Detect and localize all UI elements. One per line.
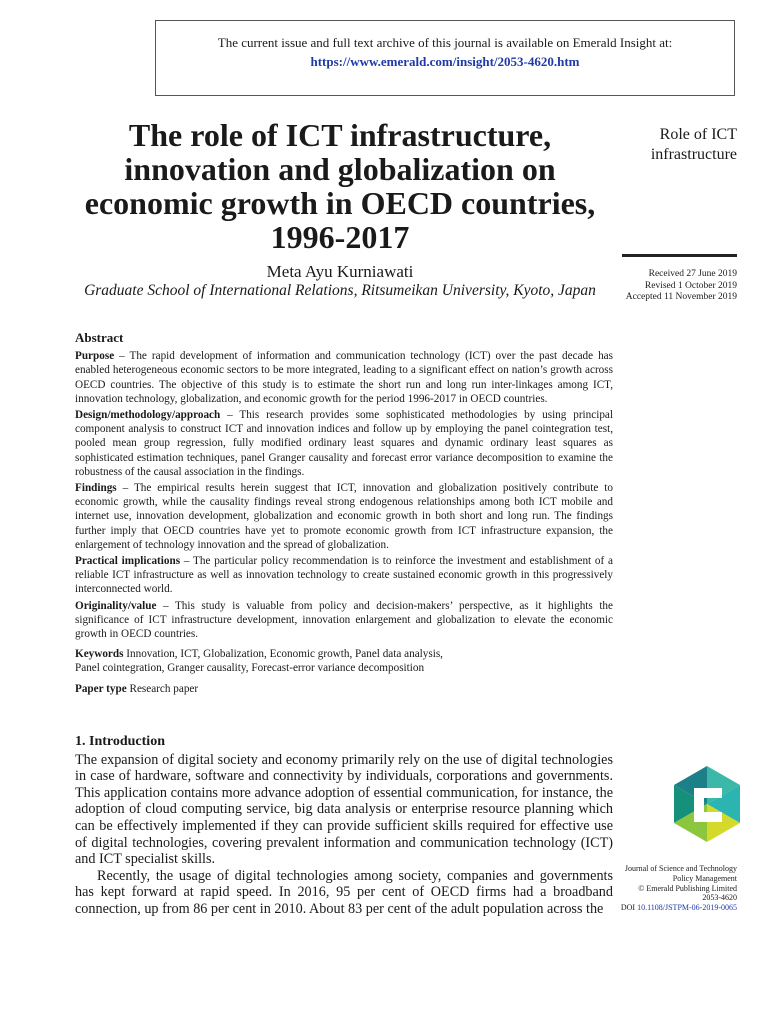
archive-notice-box	[155, 20, 735, 96]
text: Innovation, ICT, Globalization, Economic growth, Panel data analysis,	[123, 648, 443, 661]
label: Purpose	[75, 350, 115, 363]
abstract-heading: Abstract	[75, 330, 124, 345]
text: – The empirical results herein suggest that ICT, innovation and globalization positively contribute to economic growth, while the causality findings reveal strong endogenous relationships among both ICT mobile and internet use, innovation development, globalization and economic growth in both short and long run. The findings further imply that OECD countries have yet to promote economic growth from ICT infrastructure expansion, the enlargement of technology innovation and the spread of globalization.	[75, 482, 613, 551]
publisher: © Emerald Publishing Limited	[638, 883, 737, 893]
text: – This research provides some sophisticated methodologies by using principal component analysis to construct ICT and innovation indices and follow up by employing the panel cointegration test, pooled mean group regression, fully modified ordinary least squares and dynamic ordinary least squares as sophisticated estimation techniques, panel Granger causality and forecast error variance decomposition to examine the robustness of the causal association in the findings.	[75, 409, 613, 478]
divider-rule	[622, 254, 737, 257]
revised-date: Revised 1 October 2019	[644, 280, 737, 291]
keywords	[75, 647, 613, 675]
abstract	[75, 331, 613, 696]
doi-label: DOI	[620, 903, 636, 913]
paragraph: Recently, the usage of digital technologies among society, companies and governments has kept forward at rapid speed. In 2016, 95 per cent of OECD firms had a broadband connection, up from 86 per cent in 2010. About 83 per cent of the adult population across the	[75, 867, 613, 917]
author-name: Meta Ayu Kurniawati	[266, 262, 414, 281]
introduction-section	[75, 734, 613, 918]
journal-name: Journal of Science and Technology	[624, 864, 737, 873]
label: Originality/value	[75, 599, 157, 612]
archive-text: The current issue and full text archive of this journal is available on Emerald Insight at:	[217, 35, 673, 50]
archive-link[interactable]: https://www.emerald.com/insight/2053-4620.htm	[310, 54, 580, 69]
journal-name: Policy Management	[672, 873, 737, 883]
section-heading: 1. Introduction	[75, 734, 165, 749]
text: – The rapid development of information and communication technology (ICT) over the past decade has enabled heterogeneous economic sectors to be more integrated, leading to a significant effect on nation’s growth across OECD countries. The objective of this study is to estimate the short run and long run inter-linkages among ICT, innovation technology, globalization, and economic growth for the period 1996-2017 in OECD countries.	[75, 350, 613, 405]
abstract-purpose	[75, 349, 613, 406]
history-dates	[600, 269, 737, 304]
accepted-date: Accepted 11 November 2019	[625, 292, 737, 302]
text: – The particular policy recommendation is to reinforce the investment and establishment of a reliable ICT infrastructure as well as innovation technology to create sustained economic growth in this progressively interconnected world.	[75, 555, 613, 596]
received-date: Received 27 June 2019	[648, 269, 737, 279]
label: Findings	[75, 482, 117, 495]
abstract-findings	[75, 481, 613, 552]
abstract-practical	[75, 554, 613, 597]
label: Keywords	[75, 648, 124, 661]
label: Paper type	[75, 682, 127, 695]
text: Research paper	[126, 682, 199, 695]
paper-title: The role of ICT infrastructure, innovation and globalization on economic growth in OECD countries, 1996-2017	[84, 117, 596, 255]
issn: 2053-4620	[702, 893, 737, 903]
paper-type	[75, 682, 613, 696]
emerald-logo-icon	[674, 766, 740, 842]
label: Design/methodology/approach	[75, 409, 221, 422]
abstract-originality	[75, 599, 613, 642]
text: – This study is valuable from policy and decision-makers’ perspective, as it highlights the significance of ICT infrastructure development, innovation enlargement and globalization to elevate the economic growth in OECD countries.	[75, 599, 613, 641]
author-affiliation: Graduate School of International Relations, Ritsumeikan University, Kyoto, Japan	[84, 282, 596, 299]
doi-link[interactable]: 10.1108/JSTPM-06-2019-0065	[637, 903, 737, 913]
abstract-design	[75, 408, 613, 479]
running-head: Role of ICT infrastructure	[650, 126, 737, 163]
text: Panel cointegration, Granger causality, Forecast-error variance decomposition	[75, 662, 425, 675]
journal-info	[612, 864, 737, 913]
label: Practical implications	[75, 555, 181, 568]
paragraph: The expansion of digital society and economy primarily rely on the use of digital technologies in case of hardware, software and connectivity by individuals, corporations and governments. This application contains more advance adoption of essential communication, for instance, the adoption of cloud computing service, big data analysis or enterprise resource planning which can be effectively implemented if they can provide sufficient skills required for effective use of digital technologies, covering prevalent information and communication technology (ICT) and ICT specialist skills.	[75, 751, 613, 868]
